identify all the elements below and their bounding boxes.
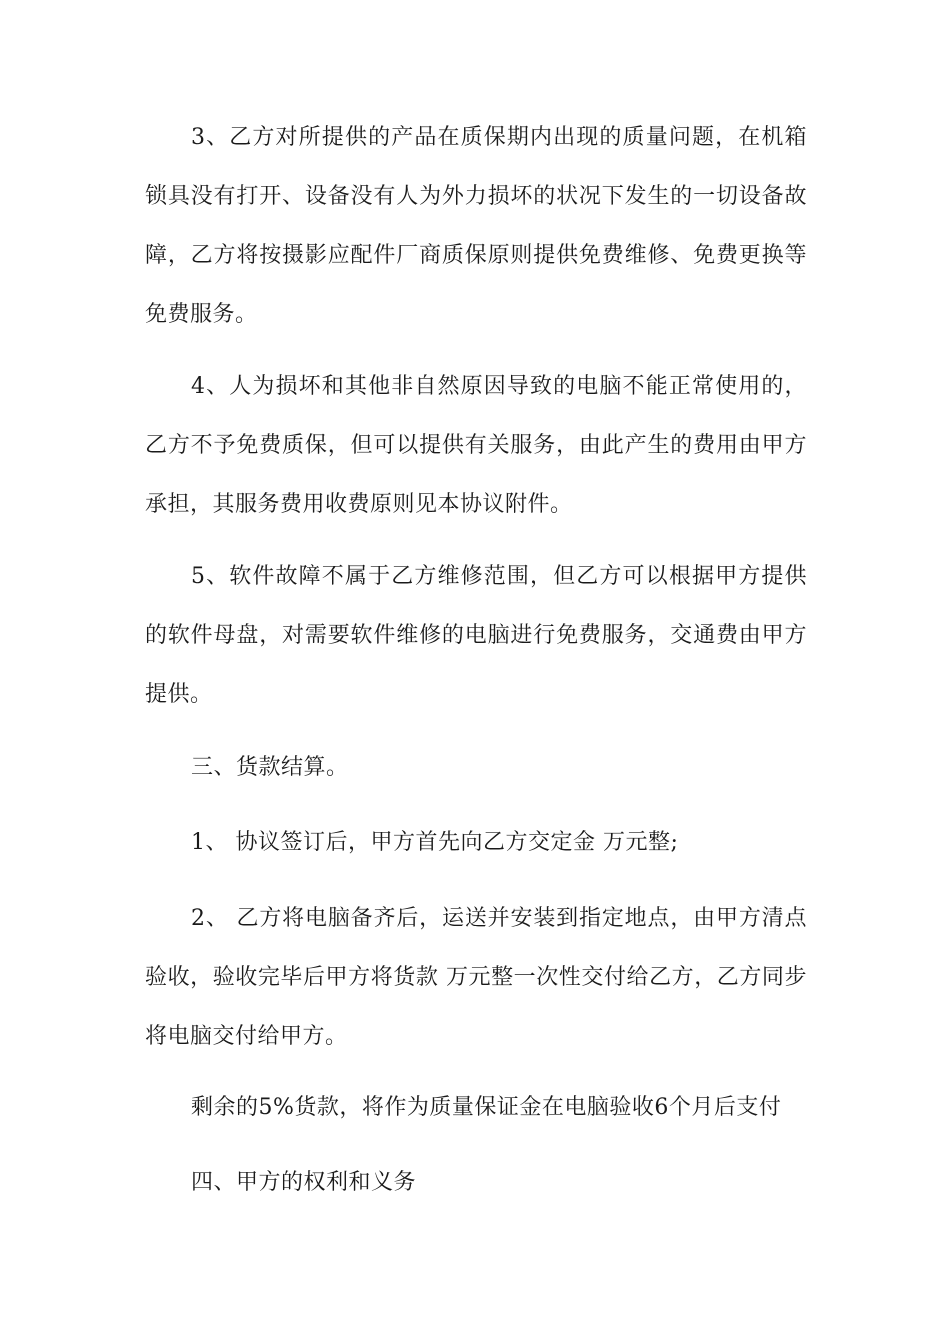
paragraph-non-natural-damage: 4、人为损坏和其他非自然原因导致的电脑不能正常使用的，乙方不予免费质保，但可以提供有关服务，由此产生的费用由甲方承担，其服务费用收费原则见本协议附件。 — [145, 374, 807, 517]
section-heading-party-a-rights: 四、甲方的权利和义务 — [191, 1170, 417, 1195]
section-heading-payment: 三、货款结算。 — [191, 755, 349, 780]
paragraph-retention: 剩余的5%货款，将作为质量保证金在电脑验收6个月后支付 — [191, 1095, 782, 1120]
paragraph-deposit: 1、 协议签订后，甲方首先向乙方交定金 万元整; — [191, 830, 679, 855]
paragraph-warranty-quality: 3、乙方对所提供的产品在质保期内出现的质量问题，在机箱锁具没有打开、设备没有人为外力损坏的状况下发生的一切设备故障，乙方将按摄影应配件厂商质保原则提供免费维修、免费更换等免费服务。 — [145, 125, 807, 327]
paragraph-software-fault: 5、软件故障不属于乙方维修范围，但乙方可以根据甲方提供的软件母盘，对需要软件维修的电脑进行免费服务，交通费由甲方提供。 — [145, 564, 807, 707]
paragraph-delivery-payment: 2、 乙方将电脑备齐后，运送并安装到指定地点，由甲方清点验收，验收完毕后甲方将货款 万元整一次性交付给乙方，乙方同步将电脑交付给甲方。 — [145, 906, 807, 1049]
